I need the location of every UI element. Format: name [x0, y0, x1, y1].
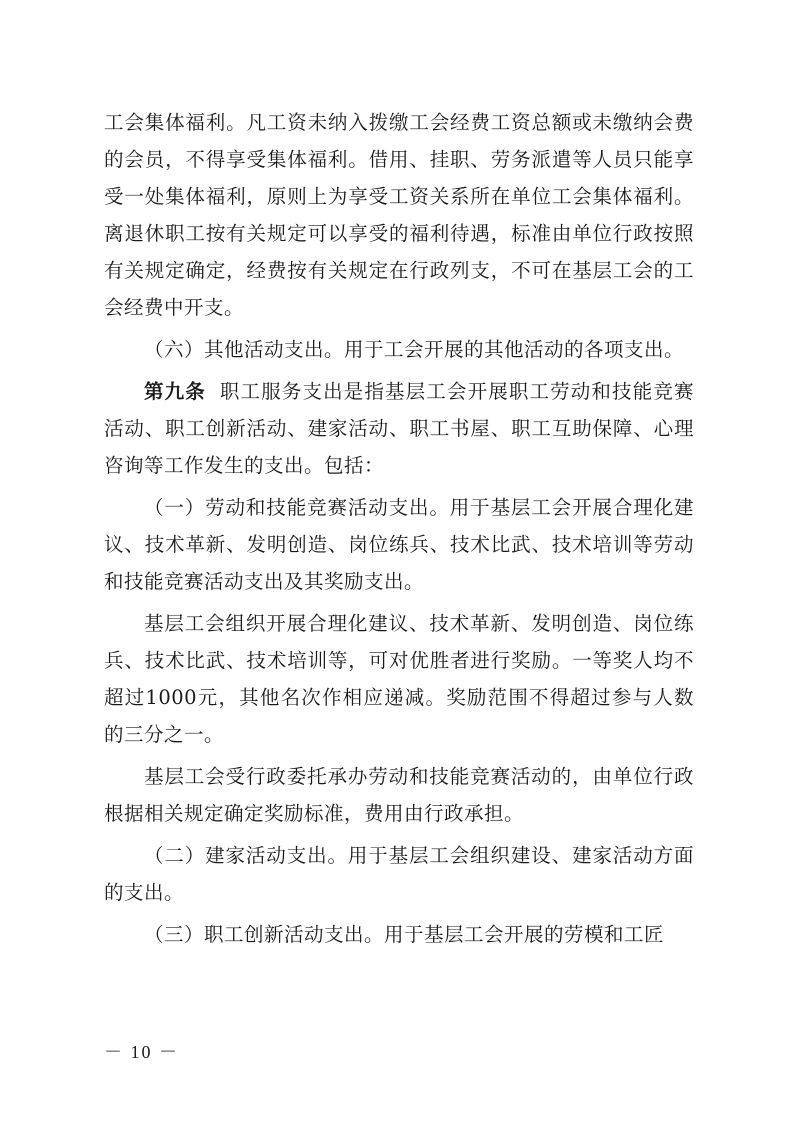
document-body — [104, 104, 694, 953]
article-label: 第九条 — [144, 380, 206, 403]
page-number: － 10 － — [104, 1042, 179, 1062]
article-text: 职工服务支出是指基层工会开展职工劳动和技能竞赛活动、职工创新活动、建家活动、职工书屋、职工互助保障、心理咨询等工作发生的支出。包括： — [104, 380, 694, 477]
paragraph-competition-rewards: 基层工会组织开展合理化建议、技术革新、发明创造、岗位练兵、技术比武、技术培训等，可对优胜者进行奖励。一等奖人均不超过1000元，其他名次作相应递减。奖励范围不得超过参与人数的三分之一。 — [104, 612, 694, 746]
paragraph-article-nine — [104, 373, 694, 484]
paragraph-other-activity-expense: （六）其他活动支出。用于工会开展的其他活动的各项支出。 — [144, 338, 685, 361]
paragraph-home-building-activity: （二）建家活动支出。用于基层工会组织建设、建家活动方面的支出。 — [104, 844, 694, 904]
paragraph-administrative-commission: 基层工会受行政委托承办劳动和技能竞赛活动的，由单位行政根据相关规定确定奖励标准，费用由行政承担。 — [104, 765, 694, 825]
paragraph-labor-skill-competition: （一）劳动和技能竞赛活动支出。用于基层工会开展合理化建议、技术革新、发明创造、岗位练兵、技术比武、技术培训等劳动和技能竞赛活动支出及其奖励支出。 — [104, 496, 694, 593]
paragraph-innovation-activity: （三）职工创新活动支出。用于基层工会开展的劳模和工匠 — [144, 923, 665, 946]
paragraph-collective-welfare-continued: 工会集体福利。凡工资未纳入拨缴工会经费工资总额或未缴纳会费的会员，不得享受集体福利。借用、挂职、劳务派遣等人员只能享受一处集体福利，原则上为享受工资关系所在单位工会集体福利。离退休职工按有关规定可以享受的福利待遇，标准由单位行政按照有关规定确定，经费按有关规定在行政列支，不可在基层工会的工会经费中开支。 — [104, 111, 694, 319]
